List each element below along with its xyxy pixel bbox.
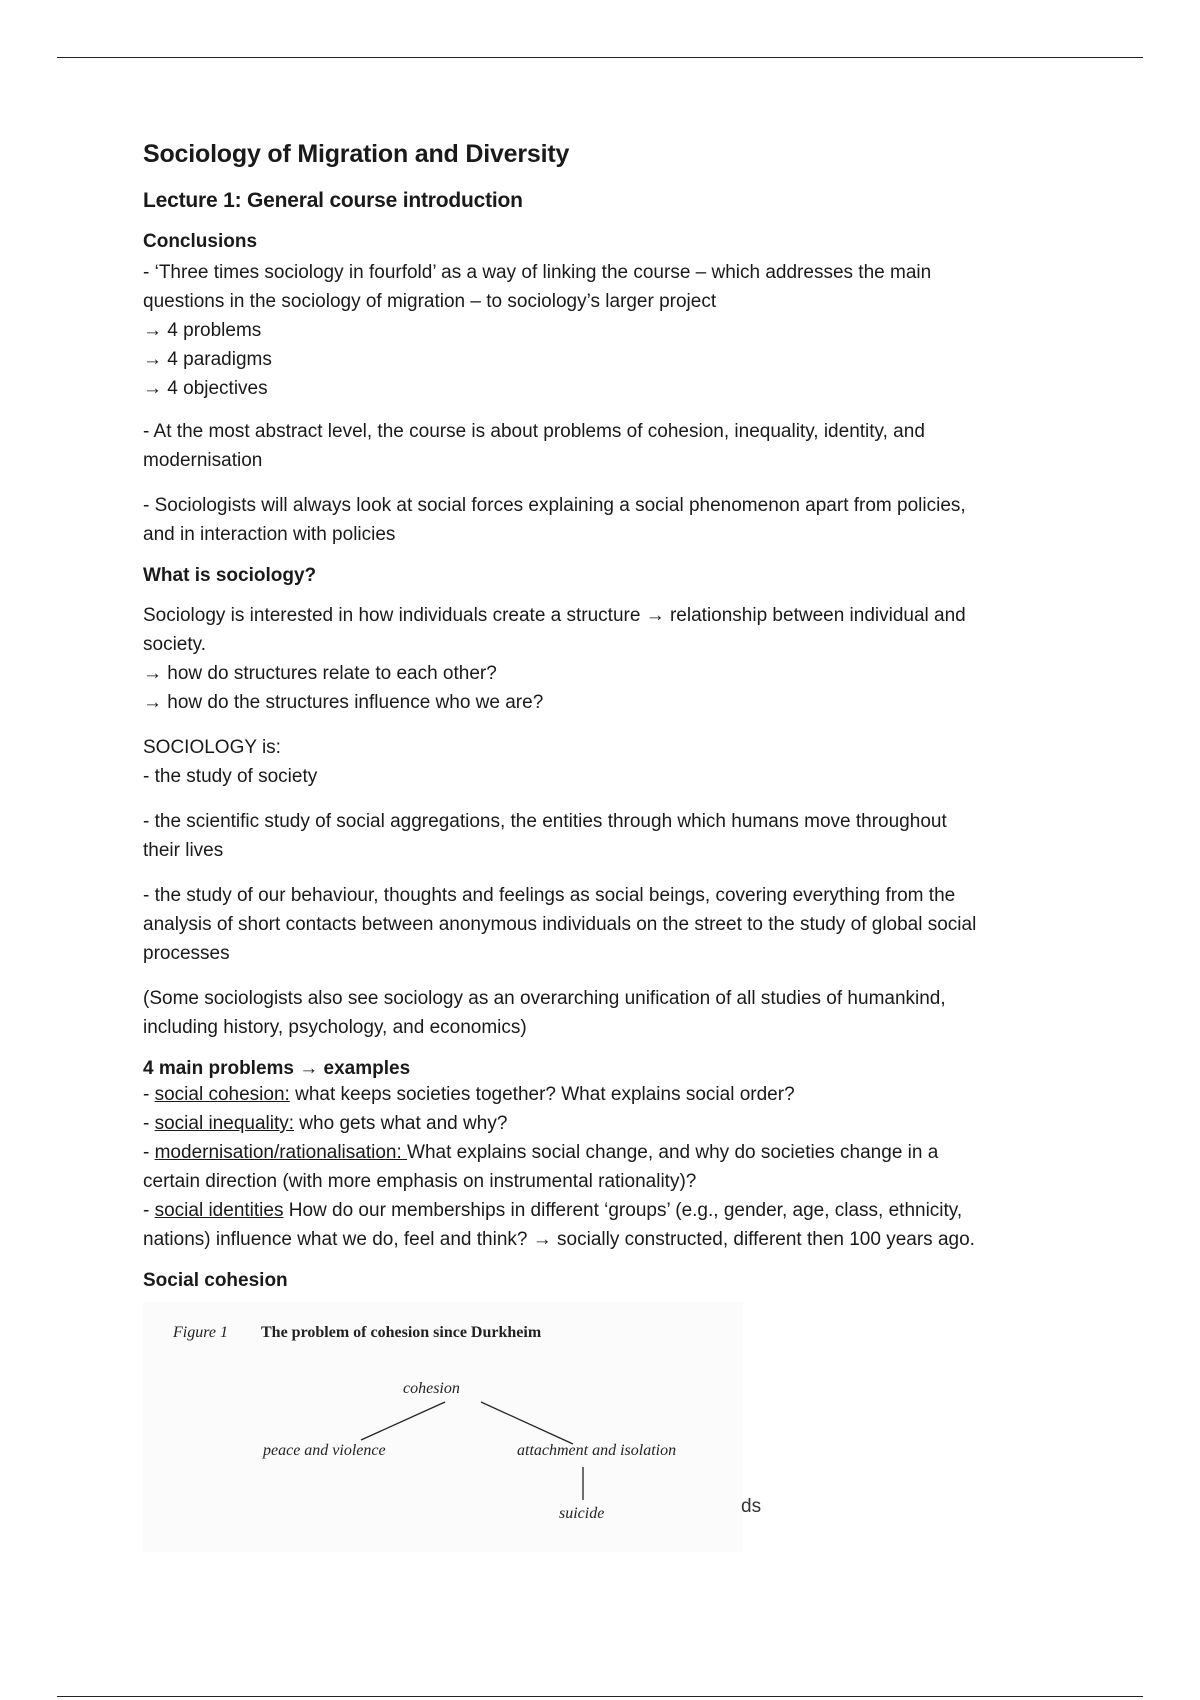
text-line: - the scientific study of social aggregations, the entities through which humans move throughout <box>143 811 947 832</box>
what-is-sociology-heading: What is sociology? <box>143 565 317 586</box>
problem-term: modernisation/rationalisation: <box>154 1142 408 1163</box>
social-cohesion-heading: Social cohesion <box>143 1270 288 1291</box>
text-line: their lives <box>143 840 224 861</box>
conclusions-paragraph <box>143 258 1063 403</box>
problem-text: who gets what and why? <box>294 1113 508 1134</box>
text-line: modernisation <box>143 450 263 471</box>
arrow-item: → 4 objectives <box>143 378 268 399</box>
text-line: (Some sociologists also see sociology as an overarching unification of all studies of humankind, <box>143 988 946 1009</box>
arrow-item: → 4 paradigms <box>143 349 272 370</box>
problem-term: social inequality: <box>154 1113 295 1134</box>
conclusions-paragraph-2 <box>143 417 1063 475</box>
main-problems-heading: 4 main problems → examples <box>143 1058 411 1079</box>
definition-item: - the study of society <box>143 766 318 787</box>
text-line: - the study of our behaviour, thoughts and feelings as social beings, covering everything from the <box>143 885 956 906</box>
problem-text: what keeps societies together? What explains social order? <box>289 1084 795 1105</box>
arrow-item: → 4 problems <box>143 320 262 341</box>
text-line: and in interaction with policies <box>143 524 396 545</box>
problem-item-cohesion: - social cohesion: what keeps societies together? What explains social order? <box>143 1084 795 1105</box>
figure-node-attachment-isolation: attachment and isolation <box>517 1442 677 1459</box>
arrow-item: → how do the structures influence who we are? <box>143 692 544 713</box>
text-line: nations) influence what we do, feel and think? → socially constructed, different then 100 years ago. <box>143 1229 975 1250</box>
text-line: processes <box>143 943 230 964</box>
figure-node-peace-violence: peace and violence <box>263 1442 386 1459</box>
figure-caption: The problem of cohesion since Durkheim <box>261 1324 542 1341</box>
text-line: including history, psychology, and economics) <box>143 1017 527 1038</box>
lecture-heading: Lecture 1: General course introduction <box>143 189 523 212</box>
truncated-text-fragment: ds <box>741 1496 762 1517</box>
definition-item-2 <box>143 807 1063 865</box>
text-line: society. <box>143 634 207 655</box>
text-line: - At the most abstract level, the course is about problems of cohesion, inequality, identity, and <box>143 421 925 442</box>
definition-label: SOCIOLOGY is: <box>143 737 281 758</box>
text-line: questions in the sociology of migration – to sociology’s larger project <box>143 291 717 312</box>
document-title: Sociology of Migration and Diversity <box>143 140 570 168</box>
definition-block <box>143 733 1063 791</box>
problem-item-identities: - social identities How do our memberships in different ‘groups’ (e.g., gender, age, class, ethnicity, <box>143 1200 963 1221</box>
conclusions-heading: Conclusions <box>143 231 258 252</box>
problem-item-inequality: - social inequality: who gets what and why? <box>143 1113 508 1134</box>
problem-item-modernisation: - modernisation/rationalisation: What explains social change, and why do societies change in a <box>143 1142 939 1163</box>
text-line: - Sociologists will always look at social forces explaining a social phenomenon apart from policies, <box>143 495 966 516</box>
definition-note <box>143 984 1063 1042</box>
arrow-item: → how do structures relate to each other? <box>143 663 497 684</box>
figure-label: Figure 1 <box>173 1324 228 1341</box>
figure-diagram-lines <box>143 1302 743 1552</box>
problem-text: How do our memberships in different ‘groups’ (e.g., gender, age, class, ethnicity, <box>283 1200 963 1221</box>
main-problems-list <box>143 1080 1063 1254</box>
text-line: analysis of short contacts between anonymous individuals on the street to the study of global social <box>143 914 977 935</box>
text-line: - ‘Three times sociology in fourfold’ as a way of linking the course – which addresses the main <box>143 262 932 283</box>
problem-text: What explains social change, and why do societies change in a <box>407 1142 939 1163</box>
what-is-paragraph <box>143 601 1063 717</box>
footer-rule <box>57 1696 1143 1697</box>
document-body <box>143 140 1063 1552</box>
text-line: Sociology is interested in how individuals create a structure → relationship between individual and <box>143 605 966 626</box>
figure-node-suicide: suicide <box>559 1505 605 1522</box>
definition-item-3 <box>143 881 1063 968</box>
header-rule <box>57 57 1143 58</box>
problem-term: social cohesion: <box>154 1084 290 1105</box>
cohesion-figure <box>143 1302 743 1552</box>
figure-node-cohesion: cohesion <box>403 1380 460 1397</box>
text-line: certain direction (with more emphasis on instrumental rationality)? <box>143 1171 697 1192</box>
conclusions-paragraph-3 <box>143 491 1063 549</box>
problem-term: social identities <box>154 1200 284 1221</box>
